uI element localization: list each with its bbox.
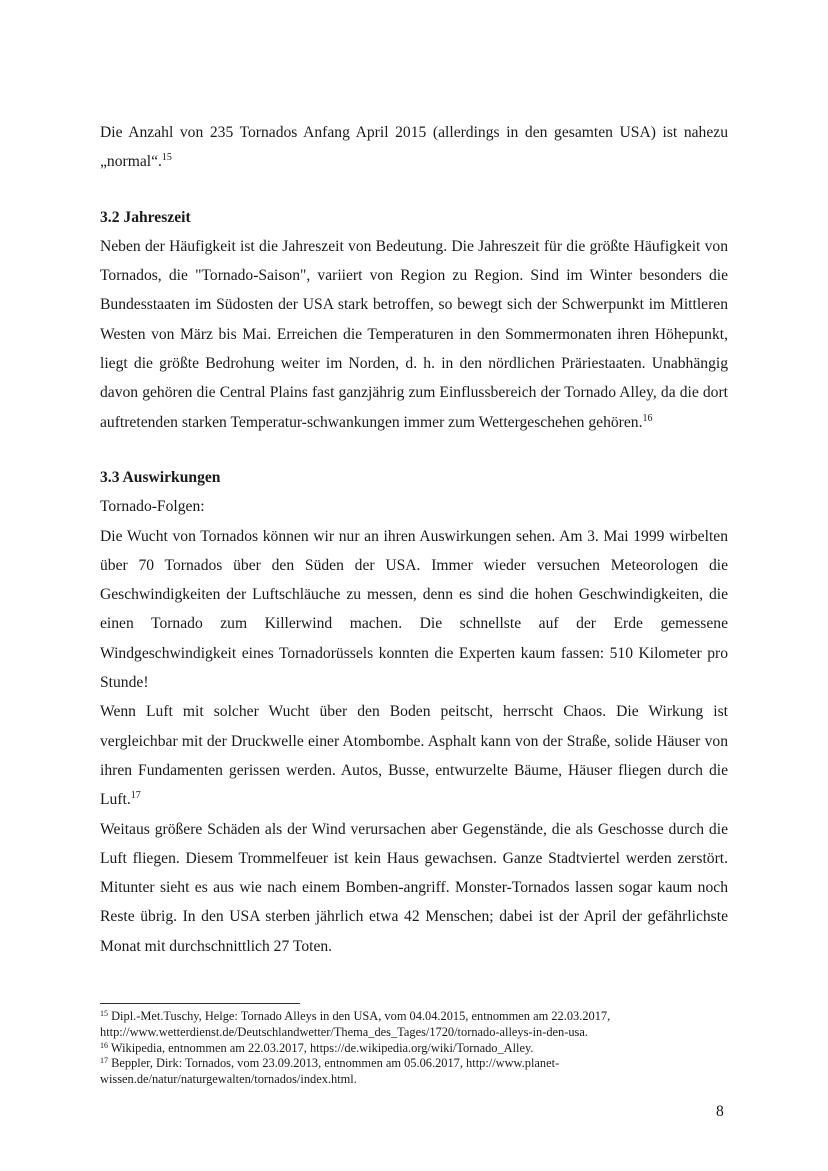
footnote-ref-16: 16	[642, 412, 653, 424]
footnote-separator	[100, 1003, 300, 1004]
page-number: 8	[716, 1103, 724, 1120]
auswirkungen-paragraph-2-text: Wenn Luft mit solcher Wucht über den Boden peitscht, herrscht Chaos. Die Wirkung ist vergleichbar mit der Druckwelle einer Atombombe. Asphalt kann von der Straße, solide Häuser von ihren Fundamenten gerissen werden. Autos, Busse, entwurzelte Bäume, Häuser fliegen durch die Luft.	[100, 703, 728, 809]
jahreszeit-text: Neben der Häufigkeit ist die Jahreszeit von Bedeutung. Die Jahreszeit für die größte Häufigkeit von Tornados, die "Tornado-Saison", variiert von Region zu Region. Sind im Winter besonders die Bundesstaaten im Südosten der USA stark betroffen, so bewegt sich der Schwerpunkt im Mittleren Westen von März bis Mai. Erreichen die Temperaturen in den Sommermonaten ihren Höhepunkt, liegt die größte Bedrohung weiter im Norden, d. h. in den nördlichen Präriestaaten. Unabhängig davon gehören die Central Plains fast ganzjährig zum Einflussbereich der Tornado Alley, da die dort auftretenden starken Temperatur-schwankungen immer zum Wettergeschehen gehören.	[100, 237, 728, 431]
section-heading-auswirkungen: 3.3 Auswirkungen	[100, 468, 221, 486]
footnote-number: 17	[100, 1056, 108, 1066]
auswirkungen-paragraph-3: Weitaus größere Schäden als der Wind verursachen aber Gegenstände, die als Geschosse durch die Luft fliegen. Diesem Trommelfeuer ist kein Haus gewachsen. Ganze Stadtviertel werden zerstört. Mitunter sieht es aus wie nach einem Bomben-angriff. Monster-Tornados lassen sogar kaum noch Reste übrig. In den USA sterben jährlich etwa 42 Menschen; dabei ist der April der gefährlichste Monat mit durchschnittlich 27 Toten.	[100, 820, 728, 955]
footnote-ref-17: 17	[130, 790, 141, 802]
footnote-number: 15	[100, 1009, 108, 1018]
footnote-number: 16	[100, 1040, 108, 1050]
footnote-text: Dipl.-Met.Tuschy, Helge: Tornado Alleys in den USA, vom 04.04.2015, entnommen am 22.03.2017, http://www.wetterdienst.de/Deutschlandwetter/Thema_des_Tages/1720/tornado-alleys-in-den-usa.	[100, 1009, 611, 1039]
footnote-text: Beppler, Dirk: Tornados, vom 23.09.2013, entnommen am 05.06.2017, http://www.planet-wissen.de/natur/naturgewalten/tornados/index.html.	[100, 1056, 560, 1087]
footnote-text: Wikipedia, entnommen am 22.03.2017, https://de.wikipedia.org/wiki/Tornado_Alley.	[110, 1040, 534, 1055]
footnote-ref-15: 15	[161, 152, 172, 164]
intro-text: Die Anzahl von 235 Tornados Anfang April 2015 (allerdings in den gesamten USA) ist nahezu „normal“.	[100, 124, 728, 171]
footnotes	[100, 1009, 728, 1088]
footnote-17	[100, 1056, 728, 1088]
intro-paragraph	[100, 118, 728, 177]
jahreszeit-paragraph	[100, 232, 728, 437]
auswirkungen-paragraph-2	[100, 697, 728, 814]
auswirkungen-paragraph-1: Die Wucht von Tornados können wir nur an ihren Auswirkungen sehen. Am 3. Mai 1999 wirbelten über 70 Tornados über den Süden der USA. Immer wieder versuchen Meteorologen die Geschwindigkeiten der Luftschläuche zu messen, denn es sind die hohen Geschwindigkeiten, die einen Tornado zum Killerwind machen. Die schnellste auf der Erde gemessene Windgeschwindigkeit eines Tornadorüssels konnten die Experten kaum fassen: 510 Kilometer pro Stunde!	[100, 527, 728, 692]
section-heading-jahreszeit: 3.2 Jahreszeit	[100, 208, 191, 226]
page-body	[100, 118, 728, 961]
footnote-16	[100, 1041, 728, 1057]
subheading-tornado-folgen: Tornado-Folgen:	[100, 498, 205, 516]
footnote-15	[100, 1009, 728, 1041]
